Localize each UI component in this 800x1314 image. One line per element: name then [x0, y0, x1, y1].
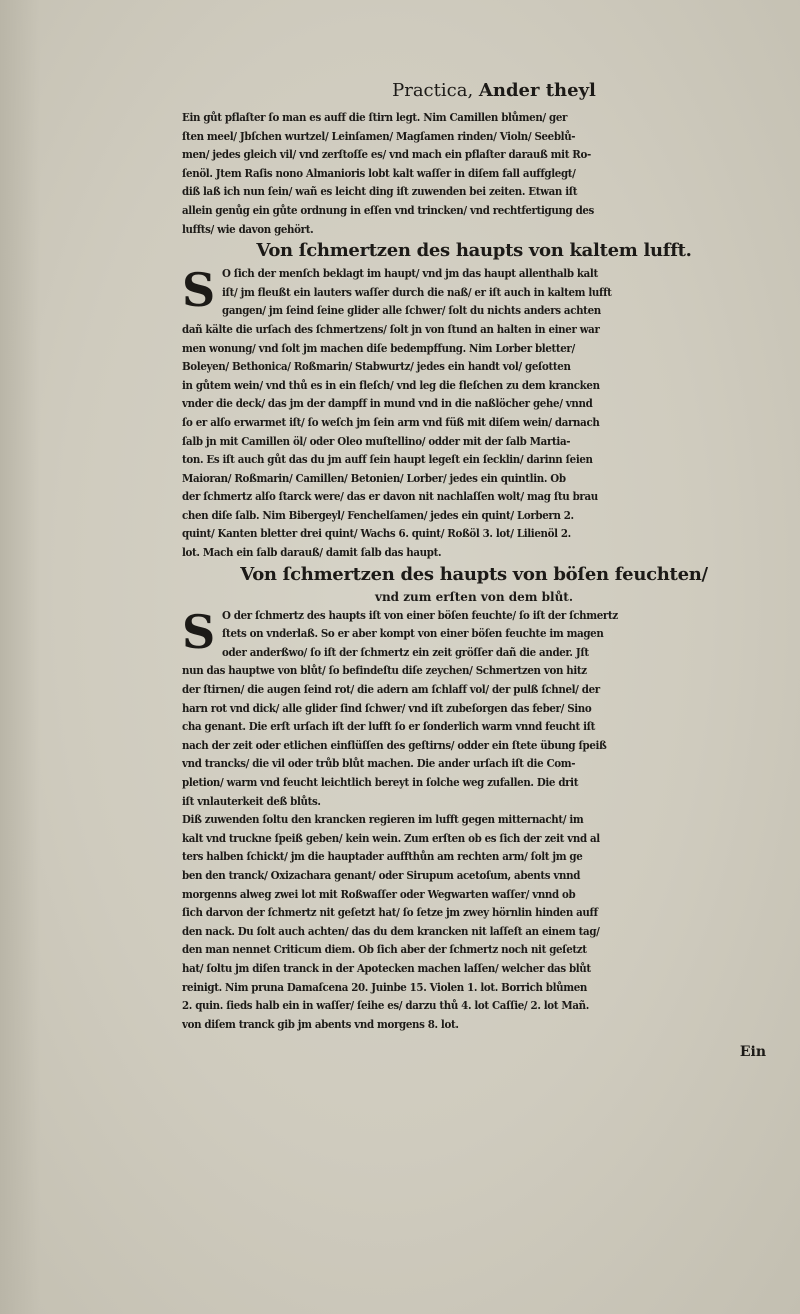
text-line: ters halben ſchickt/ jm die hauptader auffthůn am rechten arm/ ſolt jm ge [182, 849, 583, 864]
text-line: lot. Mach ein ſalb darauß/ damit ſalb das haupt. [182, 545, 442, 560]
page-gutter-shadow [0, 0, 40, 1314]
drop-cap: S [182, 263, 216, 318]
section-heading-cold-air: Von ſchmertzen des haupts von kaltem lufft. [256, 240, 692, 262]
text-line: ſalb jn mit Camillen öl/ oder Oleo muſtellino/ odder mit der ſalb Martia‐ [182, 433, 571, 448]
drop-cap: S [182, 604, 216, 659]
text-line: nun das hauptwe von blůt/ ſo befindeſtu diſe zeychen/ Schmertzen von hitz [182, 663, 587, 678]
header-title: Practica, [392, 80, 479, 101]
text-line: Ein gůt pflaſter ſo man es auff die ſtirn legt. Nim Camillen blůmen/ ger [182, 110, 568, 124]
text-line: iſt vnlauterkeit deß blůts. [182, 793, 321, 808]
text-line: ſo er alſo erwarmet iſt/ ſo weſch jm ſein arm vnd füß mit diſem wein/ darnach [182, 414, 600, 429]
text-line: ſich darvon der ſchmertz nit geſetzt hat/ ſo ſetze jm zwey hörnlin hinden auff [182, 905, 598, 920]
text-line: ſenöl. Jtem Raſis nono Almanioris lobt kalt waſſer in diſem fall auffglegt/ [182, 165, 576, 180]
text-line: men wonung/ vnd ſolt jm machen diſe bedempffung. Nim Lorber bletter/ [182, 340, 575, 355]
text-line: luffts/ wie davon gehört. [182, 221, 314, 236]
text-line: Diß zuwenden ſoltu den krancken regieren im lufft gegen mitternacht/ im [182, 812, 584, 827]
text-line: von diſem tranck gib jm abents vnd morgens 8. lot. [182, 1016, 459, 1031]
text-line: gangen/ jm ſeind ſeine glider alle ſchwer/ ſolt du nichts anders achten [222, 303, 601, 318]
text-line: men/ jedes gleich vil/ vnd zerſtoſſe es/ vnd mach ein pflaſter darauß mit Ro‐ [182, 147, 591, 162]
section-subheading-blood: vnd zum erſten von dem blůt. [374, 589, 574, 604]
text-line: allein genůg ein gůte ordnung in eſſen vnd trincken/ vnd rechtfertigung des [182, 202, 594, 217]
text-line: diß laß ich nun ſein/ wañ es leicht ding iſt zuwenden bei zeiten. Etwan iſt [182, 184, 578, 199]
text-line: pletion/ warm vnd feucht leichtlich bereyt in ſolche weg zufallen. Die drit [182, 775, 579, 789]
text-line: iſt/ jm fleußt ein lauters waſſer durch die naß/ er iſt auch in kaltem lufft [222, 284, 612, 299]
text-line: vnder die deck/ das jm der dampff in mund vnd in die naßlöcher gehe/ vnnd [182, 396, 593, 411]
text-line: ben den tranck/ Oxizachara genant/ oder Sirupum acetoſum, abents vnnd [182, 867, 581, 882]
header-part: Ander theyl [478, 80, 596, 101]
text-line: harn rot vnd dick/ alle glider ſind ſchwer/ vnd iſt zubeſorgen das feber/ Sino [182, 700, 592, 715]
text-line: cha genant. Die erſt urſach iſt der lufft ſo er ſonderlich warm vnnd feucht iſt [182, 719, 596, 734]
text-column [182, 78, 766, 1063]
catchword: Ein [739, 1044, 766, 1061]
text-line: den nack. Du ſolt auch achten/ das du dem krancken nit laſſeſt an einem tag/ [182, 923, 600, 938]
section-cold-air [182, 264, 766, 562]
text-line: ton. Es iſt auch gůt das du jm auff ſein haupt legeſt ein ſecklin/ darinn ſeien [182, 452, 593, 467]
text-line: der ſtirnen/ die augen ſeind rot/ die adern am ſchlaff vol/ der pulß ſchnel/ der [182, 682, 600, 697]
text-line: kalt vnd truckne ſpeiß geben/ kein wein. Zum erſten ob es ſich der zeit vnd al [182, 830, 600, 845]
text-line: den man nennet Criticum diem. Ob ſich aber der ſchmertz noch nit geſetzt [182, 942, 587, 957]
text-line: vnd trancks/ die vil oder trůb blůt machen. Die ander urſach iſt die Com‐ [182, 756, 576, 771]
text-line: oder anderßwo/ ſo iſt der ſchmertz ein zeit gröſſer dañ die ander. Jſt [222, 644, 589, 659]
text-line: dañ kälte die urſach des ſchmertzens/ ſolt jn von ſtund an halten in einer war [182, 321, 600, 336]
text-line: ſten meel/ Jbſchen wurtzel/ Leinſamen/ Magſamen rinden/ Violn/ Seeblů‐ [182, 128, 576, 143]
section-evil-humors [182, 606, 766, 1034]
running-header [182, 78, 766, 104]
text-line: O der ſchmertz des haupts iſt von einer böſen feuchte/ ſo iſt der ſchmertz [222, 607, 618, 622]
text-line: der ſchmertz alſo ſtarck were/ das er davon nit nachlaſſen wolt/ mag ſtu brau [182, 489, 598, 504]
text-line: ſtets on vnderlaß. So er aber kompt von einer böſen feuchte im magen [222, 626, 604, 641]
text-line: reinigt. Nim pruna Damaſcena 20. Juinbe 15. Violen 1. lot. Borrich blůmen [182, 979, 588, 994]
section-plaster-recipe [182, 108, 766, 238]
text-line: hat/ ſoltu jm diſen tranck in der Apotecken machen laſſen/ welcher das blůt [182, 960, 591, 975]
section-evil-humors-body [182, 606, 766, 1034]
text-line: 2. quin. ſieds halb ein in waſſer/ ſeihe es/ darzu thů 4. lot Caſſie/ 2. lot Mañ. [182, 998, 589, 1013]
text-line: morgenns alweg zwei lot mit Roßwaſſer oder Wegwarten waſſer/ vnnd ob [182, 886, 576, 901]
text-line: in gůtem wein/ vnd thů es in ein fleſch/ vnd leg die fleſchen zu dem krancken [182, 377, 600, 392]
text-line: quint/ Kanten bletter drei quint/ Wachs 6. quint/ Roßöl 3. lot/ Lilienöl 2. [182, 526, 571, 541]
section-heading-evil-humors: Von ſchmertzen des haupts von böſen feuchten/ [240, 563, 708, 585]
text-line: Maioran/ Roßmarin/ Camillen/ Betonien/ Lorber/ jedes ein quintlin. Ob [182, 470, 566, 485]
text-line: O ſich der menſch beklagt im haupt/ vnd jm das haupt allenthalb kalt [222, 266, 598, 281]
text-line: Boleyen/ Bethonica/ Roßmarin/ Stabwurtz/ jedes ein handt vol/ geſotten [182, 359, 571, 374]
text-line: chen diſe ſalb. Nim Bibergeyl/ Fenchelſamen/ jedes ein quint/ Lorbern 2. [182, 507, 574, 522]
text-line: nach der zeit oder etlichen einflüſſen des geſtirns/ odder ein ſtete übung ſpeiß [182, 737, 607, 752]
section-cold-air-body [182, 264, 766, 562]
